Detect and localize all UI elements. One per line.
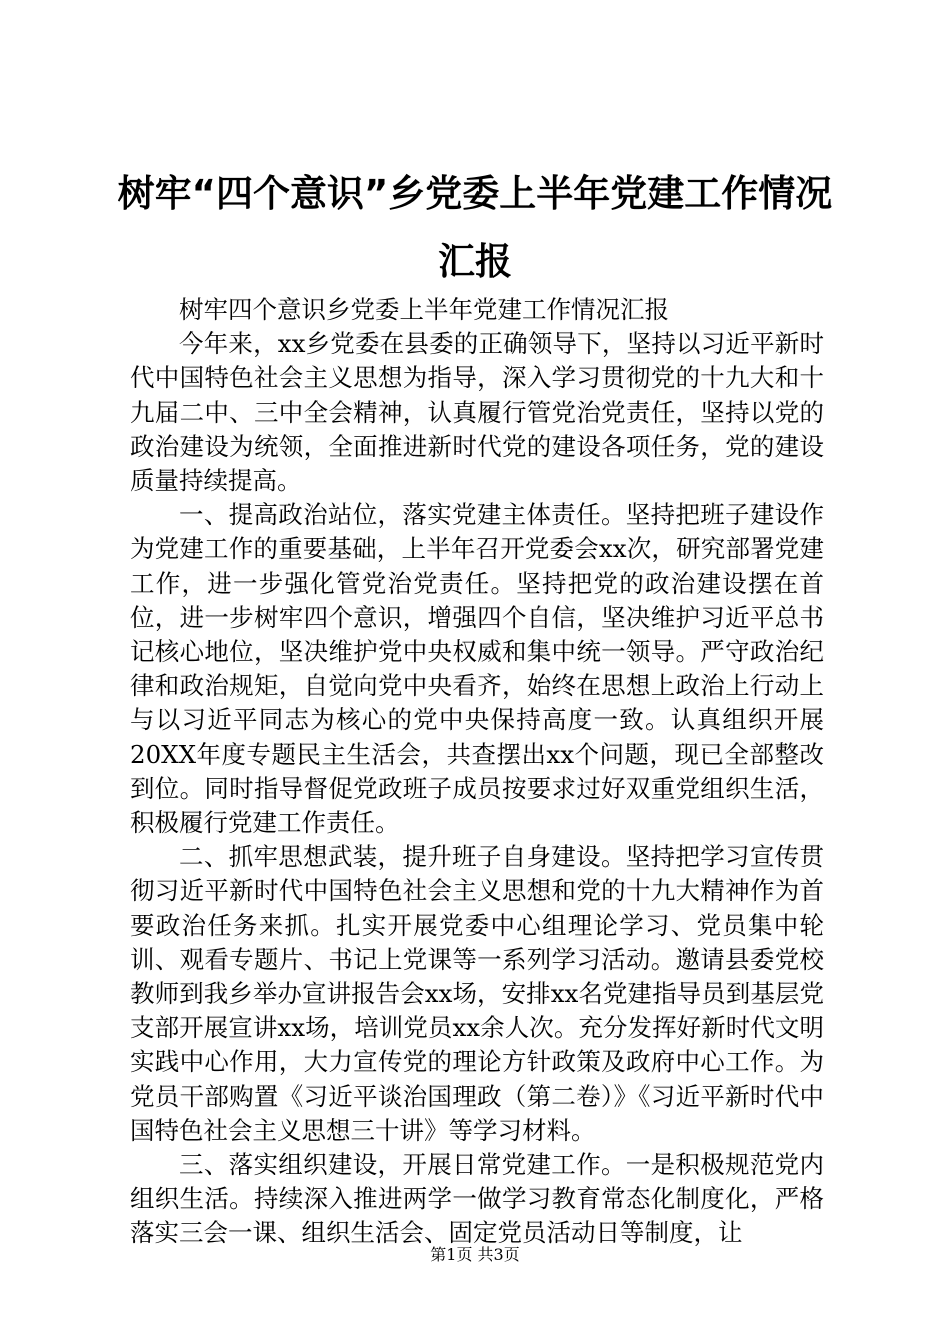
document-title: 树牢“四个意识”乡党委上半年党建工作情况汇报	[117, 172, 833, 283]
paragraph-intro: 今年来，xx乡党委在县委的正确领导下，坚持以习近平新时代中国特色社会主义思想为指导，深入学习贯彻党的十九大和十九届二中、三中全会精神，认真履行管党治党责任，坚持以党的政治建设为统领，全面推进新时代党的建设各项任务，党的建设质量持续提高。	[130, 329, 824, 496]
document-body	[130, 293, 824, 1251]
paragraph-section-3: 三、落实组织建设，开展日常党建工作。一是积极规范党内组织生活。持续深入推进两学一做学习教育常态化制度化，严格落实三会一课、组织生活会、固定党员活动日等制度，让	[130, 1150, 824, 1248]
paragraph-section-1: 一、提高政治站位，落实党建主体责任。坚持把班子建设作为党建工作的重要基础，上半年召开党委会xx次，研究部署党建工作，进一步强化管党治党责任。坚持把党的政治建设摆在首位，进一步树牢四个意识，增强四个自信，坚决维护习近平总书记核心地位，坚决维护党中央权威和集中统一领导。严守政治纪律和政治规矩，自觉向党中央看齐，始终在思想上政治上行动上与以习近平同志为核心的党中央保持高度一致。认真组织开展20XX年度专题民主生活会，共查摆出xx个问题，现已全部整改到位。同时指导督促党政班子成员按要求过好双重党组织生活，积极履行党建工作责任。	[130, 500, 824, 838]
paragraph-subtitle: 树牢四个意识乡党委上半年党建工作情况汇报	[179, 295, 669, 324]
page-footer: 第1页 共3页	[430, 1245, 520, 1264]
paragraph-section-2: 二、抓牢思想武装，提升班子自身建设。坚持把学习宣传贯彻习近平新时代中国特色社会主义思想和党的十九大精神作为首要政治任务来抓。扎实开展党委中心组理论学习、党员集中轮训、观看专题片、书记上党课等一系列学习活动。邀请县委党校教师到我乡举办宣讲报告会xx场，安排xx名党建指导员到基层党支部开展宣讲xx场，培训党员xx余人次。充分发挥好新时代文明实践中心作用，大力宣传党的理论方针政策及政府中心工作。为党员干部购置《习近平谈治国理政（第二卷）》《习近平新时代中国特色社会主义思想三十讲》等学习材料。	[130, 842, 824, 1145]
